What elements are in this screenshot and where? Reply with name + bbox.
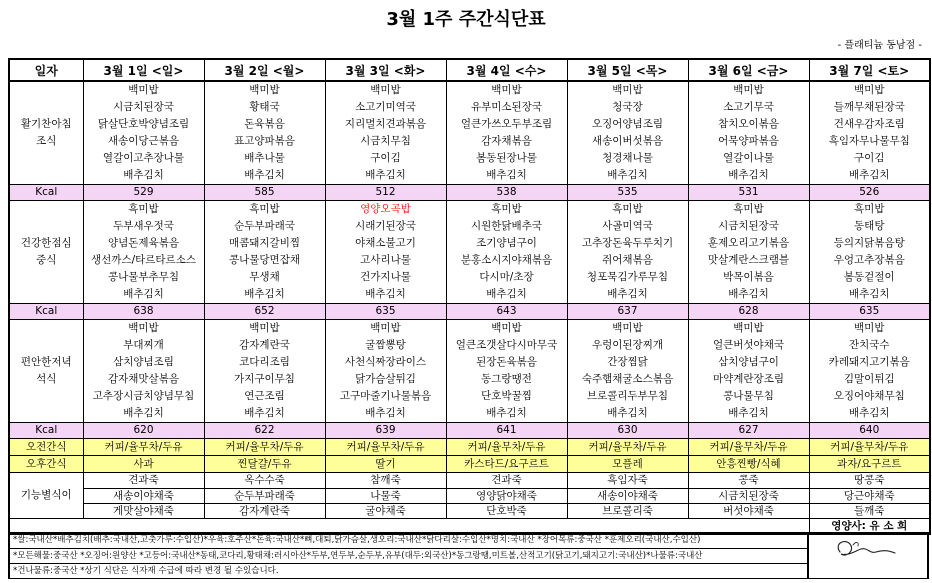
menu-item: 배추김치 [365, 169, 406, 181]
menu-item: 백미밥 [249, 322, 280, 334]
menu-item: 배추김치 [123, 288, 164, 300]
menu-item: 배추김치 [486, 407, 527, 419]
dinner-label-line: 석식 [36, 373, 57, 385]
menu-item: 백미밥 [854, 84, 885, 96]
kcal-value: 635 [325, 304, 446, 320]
menu-item: 백미밥 [370, 322, 401, 334]
breakfast-label [9, 81, 83, 185]
porridge-item: 영양닭야채죽 [447, 488, 567, 503]
menu-item: 배추김치 [607, 407, 648, 419]
kcal-label: Kcal [9, 185, 83, 201]
breakfast-day-cell [83, 81, 204, 185]
dinner-day-cell [204, 320, 325, 423]
functional-diet-label [9, 473, 83, 519]
lunch-day-cell [204, 201, 325, 304]
kcal-value: 622 [204, 423, 325, 439]
page-title: 3월 1주 주간식단표 [386, 9, 546, 30]
porridge-item: 옥수수죽 [244, 474, 285, 486]
lunch-label [9, 201, 83, 304]
snack-item: 찐달걀/두유 [204, 456, 325, 473]
menu-item: 삼치양념구이 [718, 356, 779, 368]
day-header: 3월 5일 <목> [567, 59, 688, 81]
kcal-value: 585 [204, 185, 325, 201]
menu-item: 참치오이볶음 [718, 118, 779, 130]
menu-item: 연근조림 [244, 390, 285, 402]
dinner-label-line: 편안한저녁 [20, 356, 72, 368]
porridge-item: 참깨죽 [370, 474, 401, 486]
porridge-item: 굴야채죽 [326, 503, 446, 518]
menu-item: 배추김치 [123, 407, 164, 419]
menu-item: 흑미밥 [128, 203, 159, 215]
lunch-day-cell [446, 201, 567, 304]
menu-item: 박목이볶음 [723, 271, 774, 283]
date-column-header: 일자 [9, 59, 83, 81]
porridge-item: 단호박죽 [447, 503, 567, 518]
functional-day-cell [809, 473, 930, 519]
dietitian-name: 영양사: 유 소 희 [809, 519, 930, 535]
kcal-value: 627 [688, 423, 809, 439]
lunch-day-cell [567, 201, 688, 304]
breakfast-kcal-row [9, 185, 930, 201]
snack-item: 과자/요구르트 [809, 456, 930, 473]
dinner-row [9, 320, 930, 423]
porridge-item: 순두부파래죽 [205, 488, 325, 503]
afternoon-snack-label: 오후간식 [9, 456, 83, 473]
porridge-item: 견과죽 [128, 474, 159, 486]
menu-item: 순두부파래국 [234, 220, 295, 232]
menu-item: 사골미역국 [602, 220, 653, 232]
menu-item: 배추김치 [848, 407, 890, 419]
menu-item: 배추나물 [244, 152, 285, 164]
menu-item: 배추김치 [244, 288, 285, 300]
menu-item: 잔치국수 [848, 339, 890, 351]
menu-item: 콩나물당면잡채 [228, 254, 300, 266]
kcal-value: 526 [809, 185, 930, 201]
functional-diet-label-line: 기능별식이 [20, 489, 72, 501]
breakfast-day-cell [809, 81, 930, 185]
menu-item: 흑미밥 [491, 203, 522, 215]
menu-item: 백미밥 [249, 84, 280, 96]
menu-item: 배추김치 [486, 288, 527, 300]
snack-item: 커피/율무차/두유 [204, 439, 325, 456]
kcal-value: 635 [809, 304, 930, 320]
menu-item: 시원한닭배추국 [470, 220, 542, 232]
breakfast-day-cell [204, 81, 325, 185]
menu-item: 백미밥 [370, 84, 401, 96]
snack-item: 커피/율무차/두유 [83, 439, 204, 456]
kcal-label: Kcal [9, 423, 83, 439]
menu-item: 부대찌개 [123, 339, 164, 351]
menu-item: 삼치양념조림 [113, 356, 174, 368]
kcal-value: 643 [446, 304, 567, 320]
menu-item: 된장돈육볶음 [476, 356, 537, 368]
menu-item: 동그랑땡전 [481, 373, 532, 385]
menu-item: 생선까스/타르타르소스 [91, 254, 196, 266]
menu-item: 새송이당근볶음 [107, 135, 179, 147]
menu-item: 청경채나물 [602, 152, 653, 164]
menu-item: 배추김치 [728, 288, 769, 300]
day-header: 3월 3일 <화> [325, 59, 446, 81]
menu-item: 소고기무국 [723, 101, 774, 113]
menu-item: 매콤돼지갈비찜 [228, 237, 300, 249]
day-header: 3월 2일 <월> [204, 59, 325, 81]
snack-item: 사과 [83, 456, 204, 473]
menu-item: 김말이튀김 [843, 373, 895, 385]
menu-item: 숙주햄채굴소스볶음 [581, 373, 674, 385]
menu-item: 훈제오리고기볶음 [707, 237, 790, 249]
porridge-item: 견과죽 [491, 474, 522, 486]
menu-item: 백미밥 [128, 322, 159, 334]
menu-item: 다시마/초장 [479, 271, 534, 283]
menu-item: 사천식짜장라이스 [344, 356, 427, 368]
menu-item: 시금치된장국 [718, 220, 779, 232]
menu-item: 우렁이된장찌개 [591, 339, 663, 351]
menu-item: 흑임자무나물무침 [828, 135, 910, 147]
lunch-label-line: 중식 [36, 254, 57, 266]
menu-item: 고사리나물 [360, 254, 411, 266]
functional-day-cell [204, 473, 325, 519]
menu-item: 등의지닭볶음탕 [833, 237, 905, 249]
porridge-item: 콩죽 [738, 474, 759, 486]
menu-item: 건새우감자조림 [833, 118, 905, 130]
menu-item: 구이김 [370, 152, 401, 164]
menu-item: 콩나물부추무침 [107, 271, 179, 283]
kcal-value: 535 [567, 185, 688, 201]
menu-item: 동태탕 [854, 220, 885, 232]
menu-item: 감자계란국 [239, 339, 290, 351]
menu-item: 흑미밥 [612, 203, 643, 215]
morning-snack-label: 오전간식 [9, 439, 83, 456]
kcal-value: 630 [567, 423, 688, 439]
menu-item: 간장찜닭 [607, 356, 648, 368]
menu-item: 배추김치 [244, 169, 285, 181]
menu-item: 무생채 [249, 271, 280, 283]
porridge-item: 버섯야채죽 [689, 503, 809, 518]
kcal-value: 531 [688, 185, 809, 201]
menu-item: 배추김치 [607, 288, 648, 300]
menu-item: 영양오곡밥 [360, 203, 411, 215]
menu-item: 얼큰가쓰오두부조림 [460, 118, 553, 130]
kcal-value: 512 [325, 185, 446, 201]
snack-item: 커피/율무차/두유 [325, 439, 446, 456]
menu-item: 백미밥 [491, 322, 522, 334]
porridge-item: 나물죽 [326, 488, 446, 503]
menu-item: 봄동겉절이 [843, 271, 895, 283]
menu-item: 봄동된장나물 [476, 152, 537, 164]
morning-snack-row [9, 439, 930, 456]
menu-item: 돈육볶음 [244, 118, 285, 130]
dinner-day-cell [83, 320, 204, 423]
menu-item: 야채소불고기 [355, 237, 416, 249]
menu-item: 얼큰조갯살다시마무국 [455, 339, 558, 351]
menu-item: 우엉고추장볶음 [833, 254, 905, 266]
porridge-item: 땅콩죽 [854, 474, 885, 486]
porridge-item: 게맛살야채죽 [84, 503, 204, 518]
menu-item: 감자채볶음 [481, 135, 532, 147]
functional-day-cell [446, 473, 567, 519]
functional-day-cell [567, 473, 688, 519]
porridge-item: 새송이야채죽 [568, 488, 688, 503]
menu-item: 유부미소된장국 [470, 101, 542, 113]
kcal-value: 628 [688, 304, 809, 320]
menu-item: 쥐어채볶음 [602, 254, 653, 266]
menu-item: 소고기미역국 [355, 101, 416, 113]
menu-item: 시래기된장국 [355, 220, 416, 232]
menu-item: 가지구이무침 [234, 373, 295, 385]
lunch-kcal-row [9, 304, 930, 320]
dinner-kcal-row [9, 423, 930, 439]
lunch-day-cell [809, 201, 930, 304]
lunch-label-line: 건강한점심 [20, 237, 72, 249]
menu-item: 흑미밥 [733, 203, 764, 215]
snack-item: 커피/율무차/두유 [567, 439, 688, 456]
functional-day-cell [688, 473, 809, 519]
menu-item: 배추김치 [607, 169, 648, 181]
dinner-day-cell [809, 320, 930, 423]
menu-item: 배추김치 [728, 169, 769, 181]
breakfast-day-cell [567, 81, 688, 185]
kcal-value: 538 [446, 185, 567, 201]
menu-item: 닭살단호박양념조림 [97, 118, 190, 130]
branch-name: - 플래티늄 동남점 - [837, 40, 922, 51]
menu-item: 브로콜리두부무침 [586, 390, 669, 402]
menu-item: 표고양파볶음 [234, 135, 295, 147]
menu-item: 황태국 [249, 101, 280, 113]
kcal-label: Kcal [9, 304, 83, 320]
menu-item: 두부새우젓국 [113, 220, 174, 232]
lunch-day-cell [83, 201, 204, 304]
menu-item: 백미밥 [612, 84, 643, 96]
menu-item: 조기양념구이 [476, 237, 537, 249]
porridge-item: 새송이야채죽 [84, 488, 204, 503]
breakfast-day-cell [688, 81, 809, 185]
origin-notes [8, 532, 808, 579]
menu-item: 맛살계란스크램블 [707, 254, 790, 266]
dinner-label [9, 320, 83, 423]
menu-item: 백미밥 [733, 84, 764, 96]
header-row [9, 59, 930, 81]
menu-item: 굴짬뽕탕 [365, 339, 406, 351]
breakfast-day-cell [446, 81, 567, 185]
snack-item: 딸기 [325, 456, 446, 473]
menu-item: 시금치된장국 [113, 101, 174, 113]
menu-item: 열갈이나물 [723, 152, 774, 164]
day-header: 3월 4일 <수> [446, 59, 567, 81]
snack-item: 모플레 [567, 456, 688, 473]
day-header: 3월 6일 <금> [688, 59, 809, 81]
menu-item: 양념돈제육볶음 [107, 237, 179, 249]
menu-item: 분홍소시지야채볶음 [460, 254, 553, 266]
menu-item: 닭가슴살튀김 [355, 373, 416, 385]
menu-item: 얼큰버섯야채국 [712, 339, 784, 351]
porridge-item: 감자계란죽 [205, 503, 325, 518]
menu-item: 카레돼지고기볶음 [828, 356, 910, 368]
menu-item: 배추김치 [728, 407, 769, 419]
snack-item: 카스타드/요구르트 [446, 456, 567, 473]
kcal-value: 620 [83, 423, 204, 439]
menu-item: 마약계란장조림 [712, 373, 784, 385]
menu-item: 백미밥 [733, 322, 764, 334]
menu-item: 흑미밥 [249, 203, 280, 215]
kcal-value: 641 [446, 423, 567, 439]
menu-item: 배추김치 [848, 288, 890, 300]
menu-item: 감자채맛살볶음 [107, 373, 179, 385]
afternoon-snack-row [9, 456, 930, 473]
menu-item: 들깨무채된장국 [833, 101, 905, 113]
origin-note-line: *쌀:국내산*배추김치(배추:국내산,고춧가루:수입산)*우육:호주산*돈육:국내산*뼈,대퇴,닭가슴살,생오리:국내산*닭다리살:수입산*명치:국내산 *장어목류:중국산 *훈제오리(국내산,수입산) [13, 535, 701, 545]
porridge-item: 시금치된장죽 [689, 488, 809, 503]
menu-item: 구이김 [854, 152, 885, 164]
menu-item: 오징어양념조림 [591, 118, 663, 130]
kcal-value: 637 [567, 304, 688, 320]
menu-item: 고구마줄기나물볶음 [339, 390, 432, 402]
breakfast-day-cell [325, 81, 446, 185]
origin-note-line: *모든해물:중국산 *오징어:원양산 *고등어:국내산*동태,코다리,황태채:러시아산*두부,연두부,순두부,유부(대두:외국산)*동그랑땡,미트볼,산적고기(닭고기,돼지고기:국내산)*나물류:국내산 [10, 548, 807, 563]
menu-item: 배추김치 [244, 407, 285, 419]
breakfast-row [9, 81, 930, 185]
kcal-value: 652 [204, 304, 325, 320]
kcal-value: 640 [809, 423, 930, 439]
kcal-value: 529 [83, 185, 204, 201]
menu-item: 청국장 [612, 101, 643, 113]
menu-item: 배추김치 [123, 169, 164, 181]
porridge-item: 들깨죽 [810, 503, 930, 518]
functional-diet-row [9, 473, 930, 519]
menu-item: 흑미밥 [854, 203, 885, 215]
dinner-day-cell [325, 320, 446, 423]
menu-item: 지리멸치견과볶음 [344, 118, 427, 130]
functional-day-cell [83, 473, 204, 519]
lunch-row [9, 201, 930, 304]
signature-image [809, 533, 930, 580]
kcal-value: 639 [325, 423, 446, 439]
porridge-item: 흑임자죽 [607, 474, 648, 486]
functional-day-cell [325, 473, 446, 519]
menu-item: 배추김치 [848, 169, 890, 181]
signature-box [808, 532, 929, 579]
snack-item: 안흥찐빵/식혜 [688, 456, 809, 473]
menu-item: 청포묵김가루무침 [586, 271, 669, 283]
menu-item: 고추장시금치양념무침 [92, 390, 195, 402]
menu-item: 콩나물무침 [723, 390, 774, 402]
porridge-item: 당근야채죽 [810, 488, 930, 503]
origin-note-line: *건나물류:중국산 *상기 식단은 식자재 수급에 따라 변경 될 수있습니다. [10, 563, 807, 578]
snack-item: 커피/율무차/두유 [446, 439, 567, 456]
dinner-day-cell [567, 320, 688, 423]
snack-item: 커피/율무차/두유 [809, 439, 930, 456]
menu-item: 백미밥 [612, 322, 643, 334]
dinner-day-cell [688, 320, 809, 423]
breakfast-label-line: 활기찬아침 [20, 118, 72, 130]
lunch-day-cell [688, 201, 809, 304]
kcal-value: 638 [83, 304, 204, 320]
menu-item: 백미밥 [128, 84, 159, 96]
menu-item: 백미밥 [854, 322, 885, 334]
menu-item: 열갈이고추장나물 [102, 152, 185, 164]
menu-item: 코다리조림 [239, 356, 290, 368]
menu-item: 새송이버섯볶음 [591, 135, 663, 147]
menu-item: 배추김치 [365, 288, 406, 300]
menu-item: 건가지나물 [360, 271, 411, 283]
menu-item: 백미밥 [491, 84, 522, 96]
menu-item: 시금치무침 [360, 135, 411, 147]
weekly-menu-table [8, 58, 931, 535]
dinner-day-cell [446, 320, 567, 423]
day-header: 3월 1일 <일> [83, 59, 204, 81]
menu-item: 배추김치 [365, 407, 406, 419]
menu-item: 단호박꿀찜 [481, 390, 532, 402]
day-header: 3월 7일 <토> [809, 59, 930, 81]
porridge-item: 브로콜리죽 [568, 503, 688, 518]
lunch-day-cell [325, 201, 446, 304]
menu-item: 고추장돈육두루치기 [581, 237, 674, 249]
snack-item: 커피/율무차/두유 [688, 439, 809, 456]
menu-item: 배추김치 [486, 169, 527, 181]
breakfast-label-line: 조식 [36, 135, 57, 147]
menu-item: 어묵양파볶음 [718, 135, 779, 147]
menu-item: 오징어야채무침 [833, 390, 905, 402]
